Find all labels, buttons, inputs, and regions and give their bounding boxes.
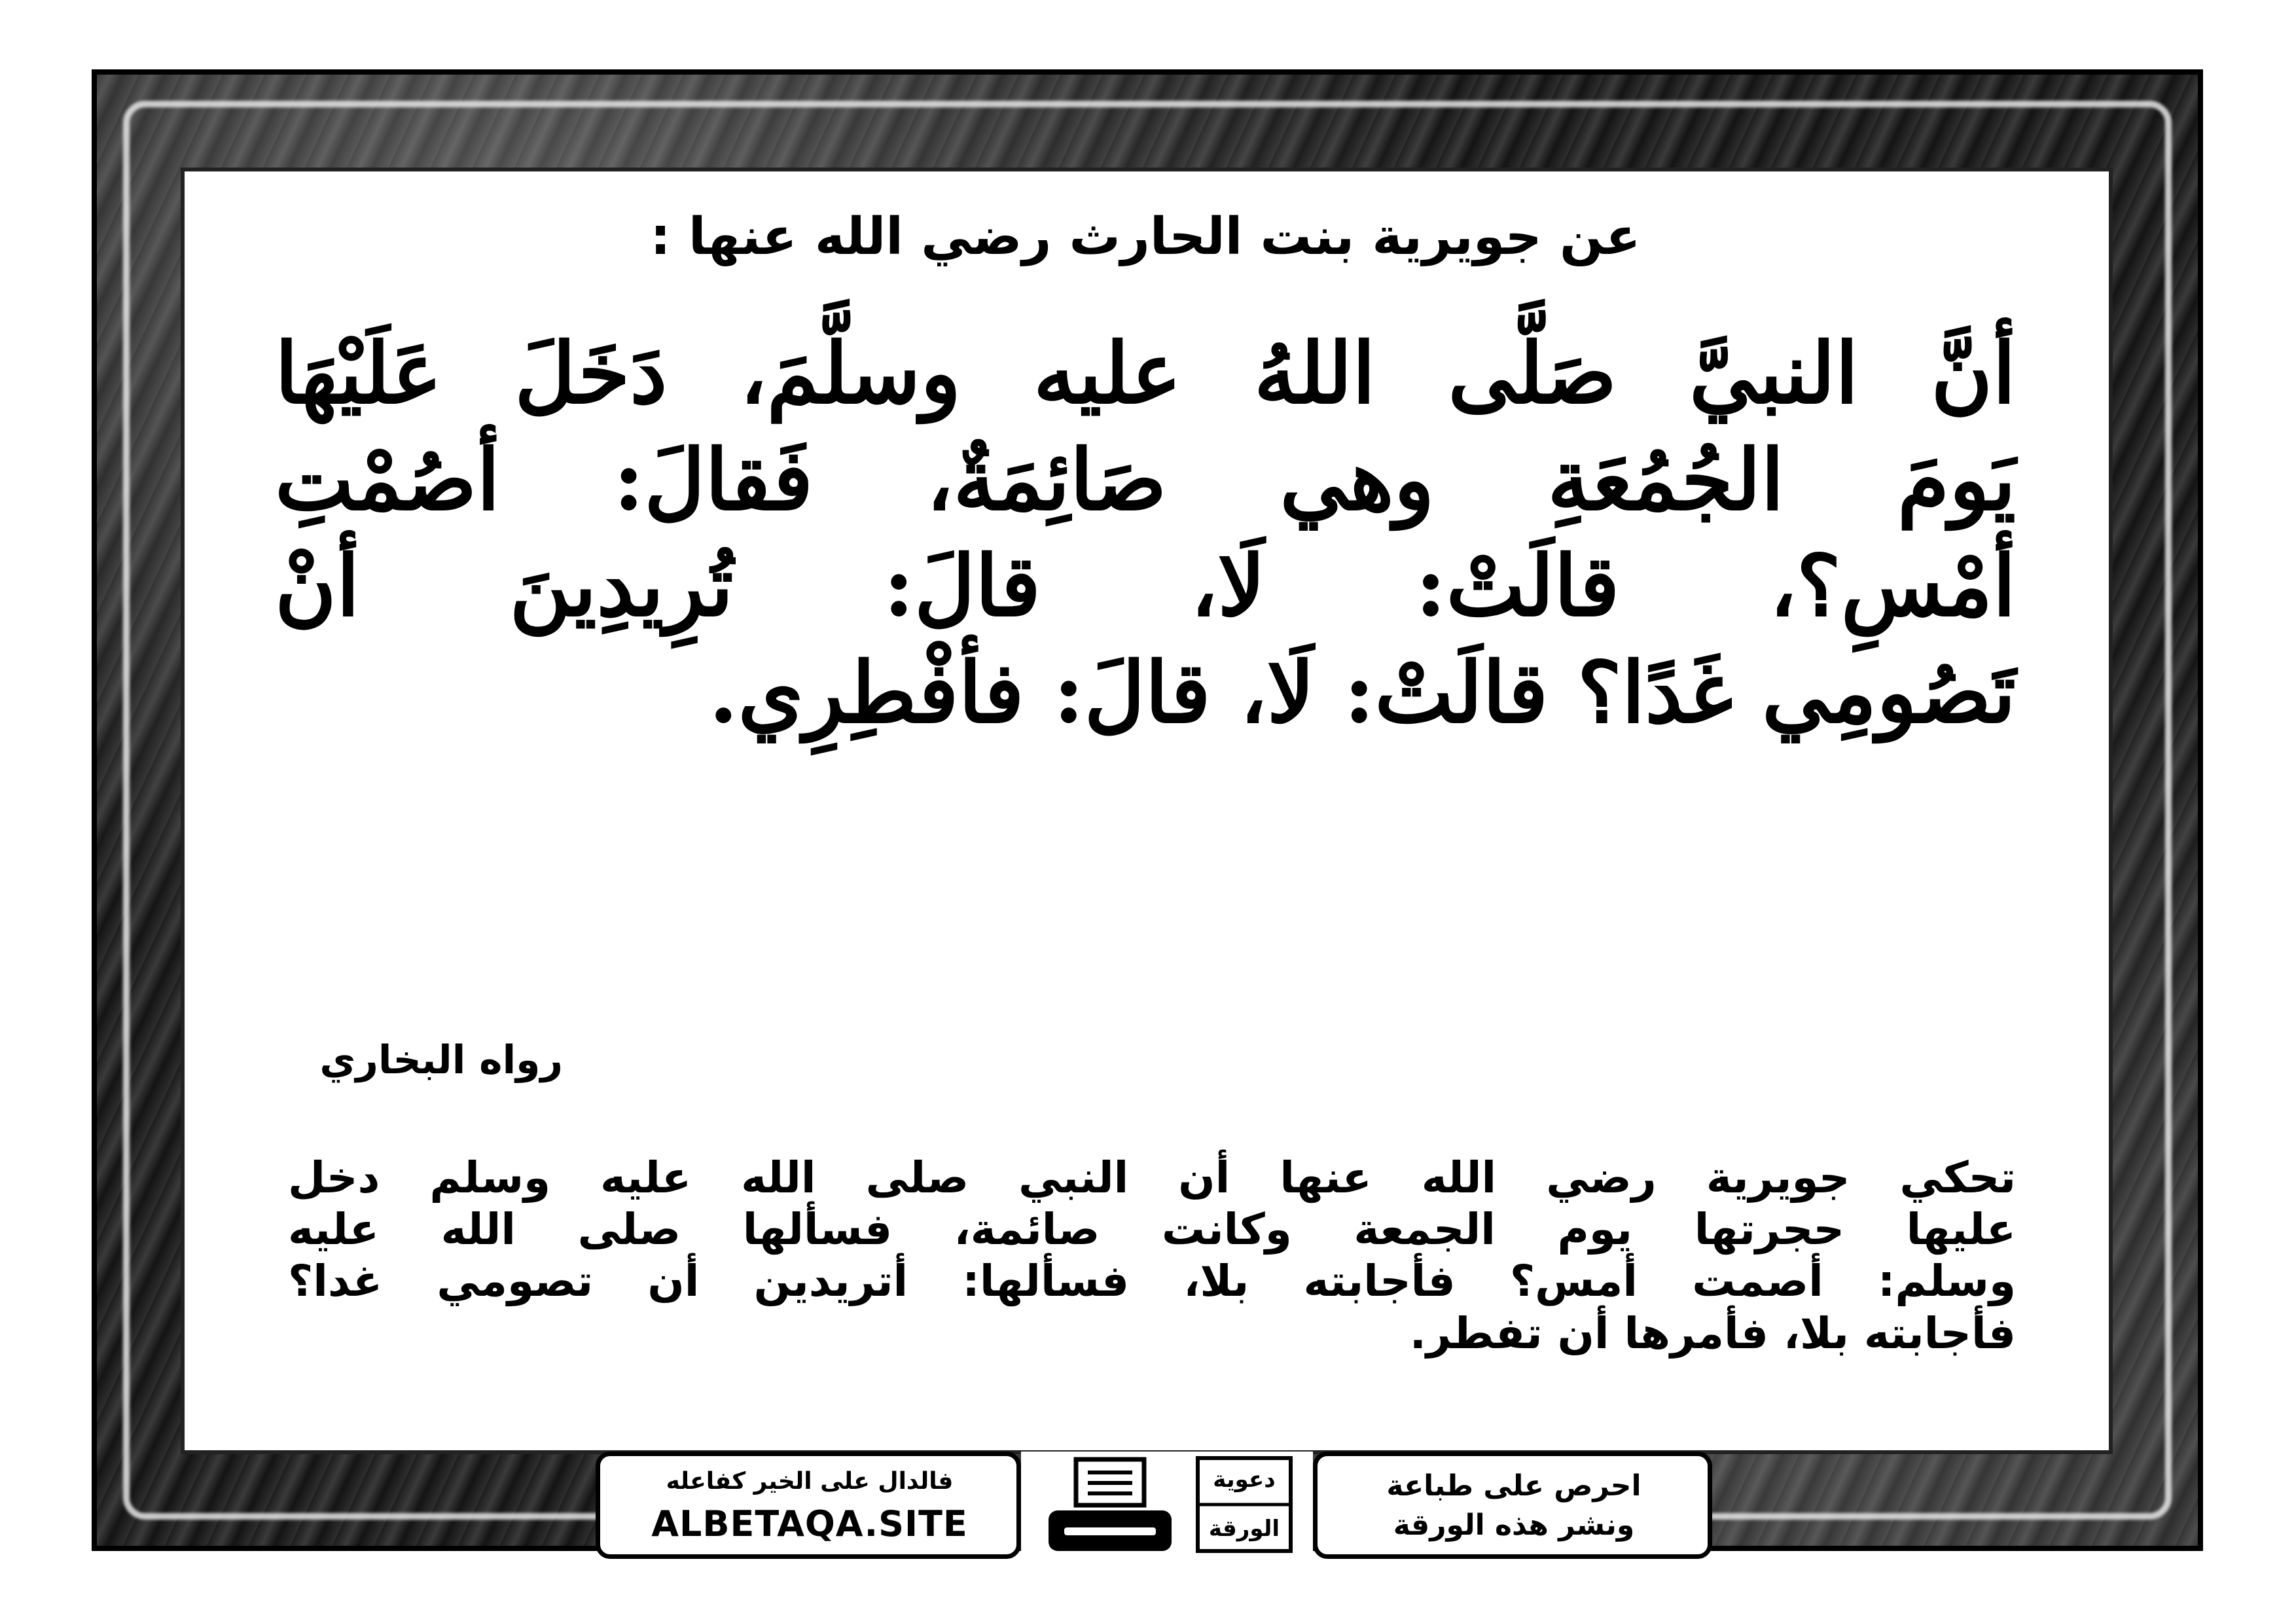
dawaiya-logo <box>1195 1455 1293 1554</box>
explanation-line: فأجابته بلا، فأمرها أن تفطر. <box>1409 1308 2016 1359</box>
printer-icon <box>1045 1457 1175 1555</box>
narrator-heading: عن جويرية بنت الحارث رضي الله عنها : <box>650 207 1641 266</box>
footer-bar <box>596 1452 1712 1559</box>
explanation-line: وسلم: أصمت أمس؟ فأجابته بلا، فسألها: أتريدين أن تصومي غدا؟ <box>288 1256 2016 1307</box>
print-box <box>1313 1452 1712 1559</box>
logo-line-1: دعوية <box>1213 1467 1276 1493</box>
explanation-line: تحكي جويرية رضي الله عنها أن النبي صلى الله عليه وسلم دخل <box>288 1152 2016 1203</box>
website-box <box>596 1452 1021 1559</box>
hadith-line: أنَّ النبيَّ صَلَّى اللهُ عليه وسلَّمَ، دَخَلَ عَلَيْهَا <box>275 325 2016 423</box>
hadith-line: أمْسِ؟، قالَتْ: لَا، قالَ: تُرِيدِينَ أنْ <box>275 537 2016 636</box>
footer-center <box>1021 1452 1313 1559</box>
hadith-text <box>275 321 2016 746</box>
hadith-line: تَصُومِي غَدًا؟ قالَتْ: لَا، قالَ: فأفْطِرِي. <box>708 643 2016 742</box>
hadith-source: رواه البخاري <box>319 1037 563 1083</box>
print-note-line-2: ونشر هذه الورقة <box>1393 1508 1635 1542</box>
print-note-line-1: احرص على طباعة <box>1386 1469 1641 1503</box>
website-link[interactable]: ALBETAQA.SITE <box>651 1503 968 1544</box>
hadith-line: يَومَ الجُمُعَةِ وهي صَائِمَةٌ، فَقالَ: أصُمْتِ <box>275 431 2016 529</box>
logo-line-2: الورقة <box>1208 1516 1280 1542</box>
explanation-text <box>288 1152 2016 1359</box>
explanation-line: عليها حجرتها يوم الجمعة وكانت صائمة، فسألها صلى الله عليه <box>288 1204 2016 1255</box>
site-note: فالدال على الخير كفاعله <box>666 1468 954 1495</box>
